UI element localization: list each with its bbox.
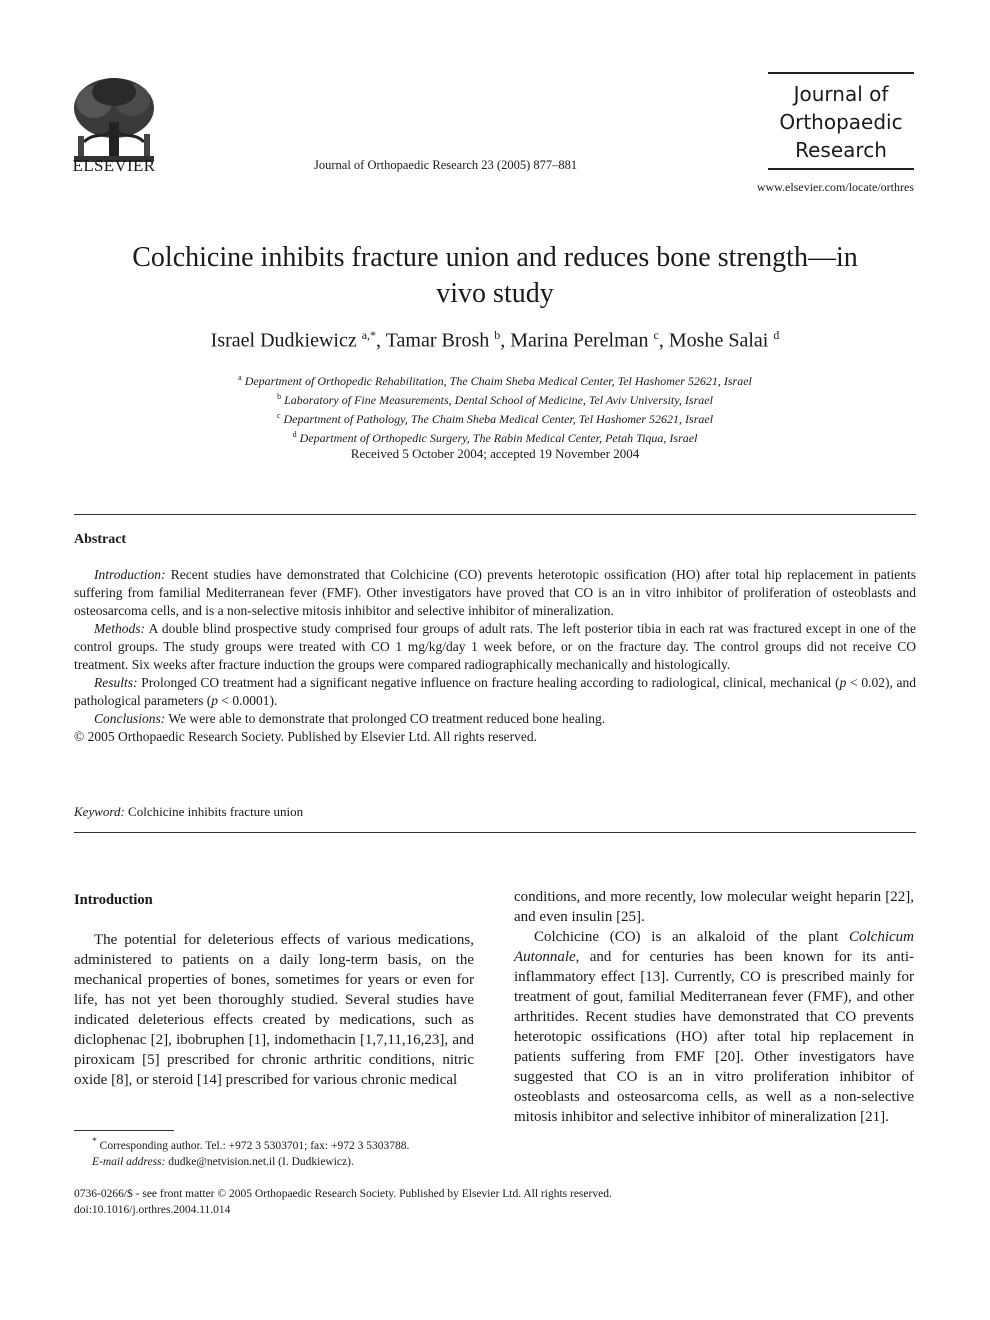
keyword-line <box>74 804 303 820</box>
affiliation-text: Department of Orthopedic Rehabilitation, The Chaim Sheba Medical Center, Tel Hashomer 52621, Israel <box>244 374 752 388</box>
section-label: Methods: <box>94 621 145 636</box>
journal-title-line-1: Journal of <box>793 82 889 106</box>
doi[interactable]: doi:10.1016/j.orthres.2004.11.014 <box>74 1204 231 1216</box>
section-text: Recent studies have demonstrated that Colchicine (CO) prevents heterotopic ossification (HO) after total hip replacement in patients suffering from familial Mediterranean fever (FMF). Other investigators have proved that CO is an in vitro inhibitor of proliferation of osteoblasts and osteosarcoma cells, and is a non-selective mitosis inhibitor and selective inhibitor of mineralization. <box>74 567 916 618</box>
footnote-text: Corresponding author. Tel.: +972 3 5303701; fax: +972 3 5303788. <box>99 1139 410 1152</box>
received-dates: Received 5 October 2004; accepted 19 November 2004 <box>350 446 640 461</box>
journal-citation: Journal of Orthopaedic Research 23 (2005) 877–881 <box>314 158 578 172</box>
section-text: < 0.0001). <box>217 693 278 708</box>
keyword-value: Colchicine inhibits fracture union <box>128 804 304 819</box>
right-column <box>514 887 914 1127</box>
plant-name: Colchicum Autonnale <box>514 929 914 965</box>
author-affiliation-marker: b <box>494 328 501 342</box>
body-paragraph: The potential for deleterious effects of various medications, administered to patients on a daily long-term basis, on the mechanical properties of bones, sometimes for years or even for life, has not yet been thoroughly studied. Several studies have indicated deleterious effects created by medications, such as diclophenac [2], ibobruphen [1], indomethacin [1,7,11,16,23], and piroxicam [5] prescribed for chronic arthritic conditions, nitric oxide [8], or steroid [14] prescribed for various chronic medical <box>74 932 474 1088</box>
affiliation-marker: d <box>292 430 297 439</box>
author-name: Israel Dudkiewicz <box>210 329 357 352</box>
affiliation-text: Department of Orthopedic Surgery, The Rabin Medical Center, Petah Tiqua, Israel <box>299 431 698 445</box>
section-label: Conclusions: <box>94 711 166 726</box>
journal-title-line-2: Orthopaedic <box>779 110 903 134</box>
affiliation <box>110 408 880 427</box>
affiliation <box>110 370 880 389</box>
body-paragraph-continuation: conditions, and more recently, low molecular weight heparin [22], and even insulin [25]. <box>514 889 914 925</box>
author-list: Israel Dudkiewicz $^{a,*}$, Tamar Brosh $^b$, Marina Perelman $^c$, Moshe Salai $^d$ <box>210 328 780 352</box>
abstract-conclusions <box>74 710 916 728</box>
body-paragraph <box>514 927 914 1127</box>
abstract-introduction <box>74 566 916 620</box>
affiliation-text: Laboratory of Fine Measurements, Dental School of Medicine, Tel Aviv University, Israel <box>284 393 713 407</box>
divider <box>74 514 916 515</box>
p-symbol: p <box>839 675 847 690</box>
abstract-body <box>74 566 916 746</box>
p-symbol: p <box>211 693 218 708</box>
issn-line: 0736-0266/$ - see front matter © 2005 Orthopaedic Research Society. Published by Elsevier Ltd. All rights reserved. <box>74 1188 612 1200</box>
section-text: < 0.02), and pathological parameters ( <box>74 675 916 708</box>
affiliation-marker: a <box>238 373 242 382</box>
email-address[interactable]: dudke@netvision.net.il (I. Dudkiewicz). <box>168 1155 354 1168</box>
divider <box>74 832 916 833</box>
author-name: Marina Perelman <box>510 329 649 352</box>
body-text: Colchicine (CO) is an alkaloid of the plant <box>534 929 849 945</box>
journal-url[interactable]: www.elsevier.com/locate/orthres <box>756 180 914 194</box>
affiliation-marker: c <box>276 411 281 420</box>
author-name: Tamar Brosh <box>385 329 490 352</box>
journal-masthead <box>768 72 914 170</box>
section-text: We were able to demonstrate that prolonged CO treatment reduced bone healing. <box>168 711 606 726</box>
keyword-label: Keyword: <box>74 804 125 819</box>
abstract-heading: Abstract <box>74 532 127 547</box>
affiliation <box>110 427 880 446</box>
publisher-name: ELSEVIER <box>72 156 156 175</box>
affiliation <box>110 389 880 408</box>
email-note <box>74 1154 494 1170</box>
abstract-methods <box>74 620 916 674</box>
affiliation-text: Department of Pathology, The Chaim Sheba Medical Center, Tel Hashomer 52621, Israel <box>283 412 714 426</box>
journal-title-line-3: Research <box>795 138 887 162</box>
affiliation-list <box>110 370 880 446</box>
corresponding-author-note <box>74 1134 494 1154</box>
left-column <box>74 890 474 1090</box>
section-text: Prolonged CO treatment had a significant negative influence on fracture healing according to radiological, clinical, mechanical ( <box>141 675 840 690</box>
author-affiliation-marker: c <box>653 328 659 342</box>
section-label: Results: <box>94 675 138 690</box>
affiliation-marker: b <box>277 392 282 401</box>
article-title: Colchicine inhibits fracture union and reduces bone strength—in vivo study <box>132 242 858 309</box>
section-heading-introduction: Introduction <box>74 892 153 908</box>
footnote-divider <box>74 1130 174 1131</box>
author-affiliation-marker: d <box>773 328 780 342</box>
body-text: , and for centuries has been known for its anti-inflammatory effect [13]. Currently, CO is prescribed mainly for treatment of gout, familial Mediterranean fever (FMF), and other arthritides. Recent studies have demonstrated that CO prevents heterotopic ossifications (HO) after total hip replacement in patients suffering from FMF [20]. Other investigators have suggested that CO is an in vitro proliferation inhibitor of osteoblasts and osteosarcoma cells, as well as a non-selective mitosis inhibitor and selective inhibitor of mineralization [21]. <box>514 949 914 1125</box>
author-affiliation-marker: a,* <box>361 328 377 342</box>
publication-info <box>74 1186 612 1218</box>
footnote-marker: * <box>92 1136 97 1147</box>
abstract-results <box>74 674 916 710</box>
section-label: Introduction: <box>94 567 166 582</box>
email-label: E-mail address: <box>92 1155 166 1168</box>
footnote <box>74 1134 494 1170</box>
author-name: Moshe Salai <box>668 329 769 352</box>
section-text: A double blind prospective study comprised four groups of adult rats. The left posterior tibia in each rat was fractured except in one of the control groups. The study groups were treated with CO 1 mg/kg/day 1 week before, or on the fracture day. The control groups did not receive CO treatment. Six weeks after fracture induction the groups were compared radiographically mechanically and histologically. <box>74 621 916 672</box>
abstract-copyright: © 2005 Orthopaedic Research Society. Published by Elsevier Ltd. All rights reserved. <box>74 729 538 744</box>
